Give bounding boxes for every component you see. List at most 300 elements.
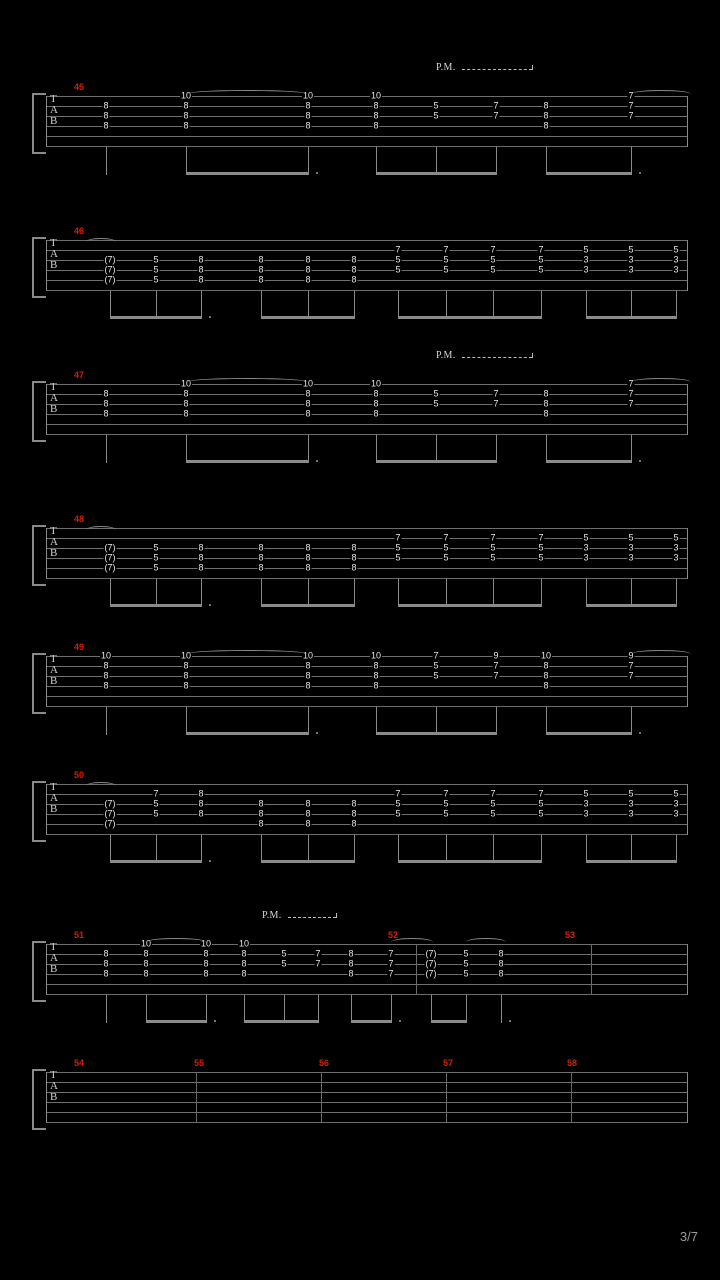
augmentation-dot: [639, 172, 641, 174]
tab-note: 7: [628, 388, 634, 399]
tab-note: 7: [538, 532, 544, 543]
tab-note: 8: [543, 100, 549, 111]
measure-number: 56: [319, 1058, 330, 1068]
stem: [586, 835, 587, 863]
tab-note: 5: [443, 552, 449, 563]
stem: [106, 707, 107, 735]
measure-number: 58: [567, 1058, 578, 1068]
tab-note: 7: [388, 968, 394, 979]
augmentation-dot: [209, 604, 211, 606]
tab-note: 10: [200, 938, 212, 949]
tab-note: 3: [673, 254, 679, 265]
tab-note: 8: [198, 254, 204, 265]
tab-note: 8: [305, 120, 311, 131]
barline: [321, 1072, 322, 1123]
tab-note: 7: [628, 660, 634, 671]
tab-note: 8: [198, 552, 204, 563]
tab-note: 5: [443, 798, 449, 809]
staff-line: [46, 250, 688, 251]
tab-note: 5: [433, 398, 439, 409]
stem: [308, 707, 309, 735]
page-indicator: 3/7: [679, 1229, 698, 1244]
stem: [156, 579, 157, 607]
tab-note: (7): [425, 948, 437, 959]
palm-mute-label: P.M.: [436, 62, 456, 73]
tab-note: 8: [351, 562, 357, 573]
tab-note: 8: [103, 388, 109, 399]
staff-line: [46, 96, 688, 97]
tab-note: 8: [183, 120, 189, 131]
tab-note: 8: [305, 818, 311, 829]
barline-start: [46, 384, 47, 435]
stem: [308, 147, 309, 175]
slur-arc: [186, 378, 308, 386]
staff-line: [46, 290, 688, 291]
stem: [244, 995, 245, 1023]
staff-line: [46, 270, 688, 271]
tab-note: 3: [673, 798, 679, 809]
stem: [284, 995, 285, 1023]
tab-note: 7: [443, 244, 449, 255]
tab-note: (7): [104, 264, 116, 275]
tab-note: 10: [100, 650, 112, 661]
tab-note: 10: [302, 378, 314, 389]
augmentation-dot: [209, 316, 211, 318]
palm-mute-end-tick: [532, 353, 533, 358]
stem: [308, 435, 309, 463]
barline: [196, 1072, 197, 1123]
stem: [186, 707, 187, 735]
tab-note: 7: [493, 110, 499, 121]
tab-note: 8: [183, 680, 189, 691]
tab-note: 3: [583, 254, 589, 265]
stem: [501, 995, 502, 1023]
barline: [591, 944, 592, 995]
tab-clef-letter: B: [50, 403, 58, 415]
staff-line: [46, 1112, 688, 1113]
staff-line: [46, 824, 688, 825]
slur-arc: [631, 650, 691, 658]
barline-end: [687, 944, 688, 995]
tab-note: 5: [538, 264, 544, 275]
tab-note: (7): [104, 542, 116, 553]
measure-number: 47: [74, 370, 85, 380]
tab-note: 5: [538, 808, 544, 819]
tab-note: 7: [493, 660, 499, 671]
beam: [186, 460, 308, 463]
tab-note: 8: [348, 968, 354, 979]
stem: [446, 579, 447, 607]
tab-clef-letter: T: [50, 525, 57, 537]
tab-note: 7: [493, 100, 499, 111]
tab-note: 5: [153, 264, 159, 275]
beam: [431, 1020, 466, 1023]
tab-note: 5: [153, 798, 159, 809]
tab-clef: [50, 782, 62, 815]
palm-mute-label: P.M.: [436, 350, 456, 361]
palm-mute-line: [462, 69, 532, 70]
stem: [351, 995, 352, 1023]
measure-number: 50: [74, 770, 85, 780]
palm-mute-end-tick: [532, 65, 533, 70]
tab-note: 3: [673, 542, 679, 553]
tab-note: 10: [370, 90, 382, 101]
barline-start: [46, 1072, 47, 1123]
tab-note: 5: [463, 958, 469, 969]
measure-number: 49: [74, 642, 85, 652]
tab-note: 8: [305, 264, 311, 275]
tab-note: 5: [538, 552, 544, 563]
tab-note: 5: [490, 798, 496, 809]
measure-number: 53: [565, 930, 576, 940]
tab-note: 8: [305, 562, 311, 573]
tab-clef: [50, 382, 62, 415]
tab-note: 8: [183, 398, 189, 409]
barline-end: [687, 384, 688, 435]
tab-note: 5: [673, 532, 679, 543]
tab-clef-letter: T: [50, 237, 57, 249]
tab-note: 5: [433, 670, 439, 681]
tab-note: 10: [140, 938, 152, 949]
tab-note: 8: [183, 388, 189, 399]
measure-number: 46: [74, 226, 85, 236]
tab-note: 7: [443, 788, 449, 799]
tab-clef-letter: A: [50, 248, 58, 260]
tab-note: 8: [305, 660, 311, 671]
stem: [631, 291, 632, 319]
tab-note: 5: [443, 808, 449, 819]
stem: [156, 291, 157, 319]
tab-note: 8: [103, 660, 109, 671]
stem: [206, 995, 207, 1023]
stem: [354, 579, 355, 607]
tab-note: 5: [463, 968, 469, 979]
tab-note: 8: [543, 388, 549, 399]
tab-clef: [50, 526, 62, 559]
tab-note: 10: [180, 90, 192, 101]
staff-line: [46, 106, 688, 107]
stem: [201, 291, 202, 319]
tab-note: 3: [673, 808, 679, 819]
tab-note: 5: [433, 660, 439, 671]
tab-note: 5: [490, 808, 496, 819]
slur-arc: [631, 378, 691, 386]
tab-note: 8: [305, 798, 311, 809]
tab-note: 8: [103, 408, 109, 419]
palm-mute-label: P.M.: [262, 910, 282, 921]
tab-note: 7: [315, 948, 321, 959]
beam: [398, 316, 541, 319]
tab-note: 8: [373, 398, 379, 409]
staff-line: [46, 1082, 688, 1083]
tab-note: (7): [104, 808, 116, 819]
tab-note: 8: [258, 254, 264, 265]
tab-staff: [46, 781, 688, 834]
tab-note: 8: [351, 818, 357, 829]
stem: [431, 995, 432, 1023]
tab-note: 5: [673, 244, 679, 255]
augmentation-dot: [639, 732, 641, 734]
tab-note: 5: [628, 532, 634, 543]
tab-note: 8: [373, 110, 379, 121]
tab-clef: [50, 654, 62, 687]
barline: [571, 1072, 572, 1123]
staff-line: [46, 804, 688, 805]
tab-note: 7: [490, 244, 496, 255]
tab-note: 5: [538, 542, 544, 553]
staff-line: [46, 784, 688, 785]
tab-note: 8: [258, 542, 264, 553]
stem: [201, 835, 202, 863]
tab-note: 8: [203, 968, 209, 979]
stem: [586, 291, 587, 319]
stem: [308, 579, 309, 607]
tab-note: 8: [258, 552, 264, 563]
tab-clef-letter: B: [50, 803, 58, 815]
tab-note: 7: [395, 788, 401, 799]
tab-clef-letter: A: [50, 1080, 58, 1092]
tab-note: 3: [628, 798, 634, 809]
tab-note: 7: [443, 532, 449, 543]
tab-note: 8: [305, 408, 311, 419]
slur-arc: [86, 238, 116, 246]
staff-line: [46, 424, 688, 425]
tab-note: 7: [493, 670, 499, 681]
tab-note: 5: [153, 808, 159, 819]
tab-note: 7: [628, 378, 634, 389]
stem: [676, 291, 677, 319]
staff-line: [46, 1072, 688, 1073]
tab-note: 7: [493, 388, 499, 399]
stem: [496, 707, 497, 735]
stem: [106, 995, 107, 1023]
tab-note: 7: [433, 650, 439, 661]
stem: [436, 147, 437, 175]
tab-clef-letter: T: [50, 381, 57, 393]
tab-note: 7: [628, 670, 634, 681]
tab-clef: [50, 1070, 62, 1103]
barline-start: [46, 96, 47, 147]
tab-note: 8: [351, 254, 357, 265]
tab-note: (7): [104, 818, 116, 829]
stem: [541, 291, 542, 319]
tab-note: 5: [395, 542, 401, 553]
tab-note: (7): [425, 958, 437, 969]
barline-start: [46, 528, 47, 579]
tab-note: 7: [628, 110, 634, 121]
tab-note: (7): [104, 798, 116, 809]
tab-clef-letter: B: [50, 1091, 58, 1103]
augmentation-dot: [209, 860, 211, 862]
staff-line: [46, 676, 688, 677]
measure-number: 48: [74, 514, 85, 524]
barline: [446, 1072, 447, 1123]
tab-clef-letter: B: [50, 547, 58, 559]
staff-bracket: [32, 941, 46, 1002]
measure-number: 57: [443, 1058, 454, 1068]
tab-note: 8: [183, 660, 189, 671]
stem: [631, 707, 632, 735]
tab-note: 8: [143, 958, 149, 969]
tab-note: 10: [370, 650, 382, 661]
staff-line: [46, 814, 688, 815]
tab-note: 8: [258, 562, 264, 573]
stem: [318, 995, 319, 1023]
tab-clef: [50, 238, 62, 271]
tab-note: 8: [203, 958, 209, 969]
stem: [586, 579, 587, 607]
stem: [631, 435, 632, 463]
slur-arc: [391, 938, 433, 946]
beam: [546, 172, 631, 175]
tab-note: 5: [153, 552, 159, 563]
tab-note: 8: [203, 948, 209, 959]
tab-note: (7): [104, 254, 116, 265]
slur-arc: [631, 90, 691, 98]
tab-note: (7): [104, 562, 116, 573]
staff-line: [46, 666, 688, 667]
tab-note: 8: [198, 788, 204, 799]
tab-staff: [46, 237, 688, 290]
tab-note: 10: [180, 378, 192, 389]
tab-note: 9: [628, 650, 634, 661]
tab-note: 5: [628, 788, 634, 799]
tab-note: 7: [395, 532, 401, 543]
barline-start: [46, 784, 47, 835]
slur-arc: [186, 650, 308, 658]
tab-note: 8: [543, 398, 549, 409]
tab-note: 3: [628, 542, 634, 553]
tab-note: 8: [373, 120, 379, 131]
tab-clef-letter: T: [50, 781, 57, 793]
staff-line: [46, 136, 688, 137]
tab-note: 10: [302, 650, 314, 661]
tab-note: 8: [305, 254, 311, 265]
tab-note: 8: [183, 408, 189, 419]
tab-note: 8: [373, 388, 379, 399]
stem: [186, 435, 187, 463]
tab-note: 8: [103, 110, 109, 121]
tab-note: 8: [351, 264, 357, 275]
tab-note: 3: [628, 264, 634, 275]
tab-note: 8: [373, 680, 379, 691]
stem: [110, 291, 111, 319]
tab-note: 8: [198, 798, 204, 809]
tab-note: 3: [673, 264, 679, 275]
tab-note: 5: [583, 788, 589, 799]
tab-staff: [46, 525, 688, 578]
tab-staff: [46, 1069, 688, 1122]
tab-note: 8: [498, 968, 504, 979]
tab-clef: [50, 94, 62, 127]
measure-number: 54: [74, 1058, 85, 1068]
tab-clef-letter: A: [50, 952, 58, 964]
augmentation-dot: [509, 1020, 511, 1022]
tab-note: 8: [543, 120, 549, 131]
tab-clef: [50, 942, 62, 975]
tab-note: 8: [373, 408, 379, 419]
tab-clef-letter: A: [50, 664, 58, 676]
tab-note: 5: [395, 254, 401, 265]
stem: [493, 291, 494, 319]
tab-note: 8: [103, 398, 109, 409]
tab-note: 8: [373, 670, 379, 681]
tab-note: 8: [198, 542, 204, 553]
staff-line: [46, 260, 688, 261]
stem: [546, 435, 547, 463]
stem: [376, 435, 377, 463]
tab-note: 9: [493, 650, 499, 661]
barline-end: [687, 1072, 688, 1123]
tab-note: 3: [628, 254, 634, 265]
tab-note: 5: [490, 542, 496, 553]
tab-note: 3: [583, 808, 589, 819]
tab-note: 5: [490, 264, 496, 275]
staff-line: [46, 834, 688, 835]
tab-note: 8: [258, 274, 264, 285]
palm-mute-line: [462, 357, 532, 358]
tab-clef-letter: B: [50, 963, 58, 975]
staff-line: [46, 656, 688, 657]
tab-note: 5: [538, 254, 544, 265]
staff-line: [46, 706, 688, 707]
barline-end: [687, 656, 688, 707]
beam: [244, 1020, 318, 1023]
staff-line: [46, 240, 688, 241]
stem: [631, 579, 632, 607]
beam: [398, 604, 541, 607]
slur-arc: [146, 938, 206, 946]
stem: [436, 435, 437, 463]
beam: [351, 1020, 391, 1023]
staff-line: [46, 578, 688, 579]
tab-note: 5: [395, 264, 401, 275]
tab-note: 8: [241, 958, 247, 969]
tab-note: 5: [490, 254, 496, 265]
staff-line: [46, 1092, 688, 1093]
tab-note: 5: [395, 808, 401, 819]
tab-note: 5: [281, 948, 287, 959]
tab-note: 8: [305, 552, 311, 563]
stem: [201, 579, 202, 607]
tab-note: 7: [493, 398, 499, 409]
tab-note: 8: [373, 660, 379, 671]
tab-note: 8: [143, 948, 149, 959]
tab-note: 5: [153, 254, 159, 265]
stem: [446, 835, 447, 863]
tab-note: 5: [628, 244, 634, 255]
tab-note: 7: [490, 532, 496, 543]
staff-line: [46, 394, 688, 395]
tab-note: 3: [583, 798, 589, 809]
tab-note: 5: [433, 100, 439, 111]
beam: [546, 460, 631, 463]
tab-note: 8: [258, 264, 264, 275]
staff-line: [46, 548, 688, 549]
staff-bracket: [32, 93, 46, 154]
stem: [110, 835, 111, 863]
stem: [446, 291, 447, 319]
barline-end: [687, 784, 688, 835]
tab-note: 8: [103, 958, 109, 969]
tab-clef-letter: B: [50, 115, 58, 127]
tab-note: 8: [498, 958, 504, 969]
staff-bracket: [32, 237, 46, 298]
tab-note: 8: [543, 680, 549, 691]
stem: [631, 835, 632, 863]
staff-bracket: [32, 653, 46, 714]
stem: [676, 579, 677, 607]
